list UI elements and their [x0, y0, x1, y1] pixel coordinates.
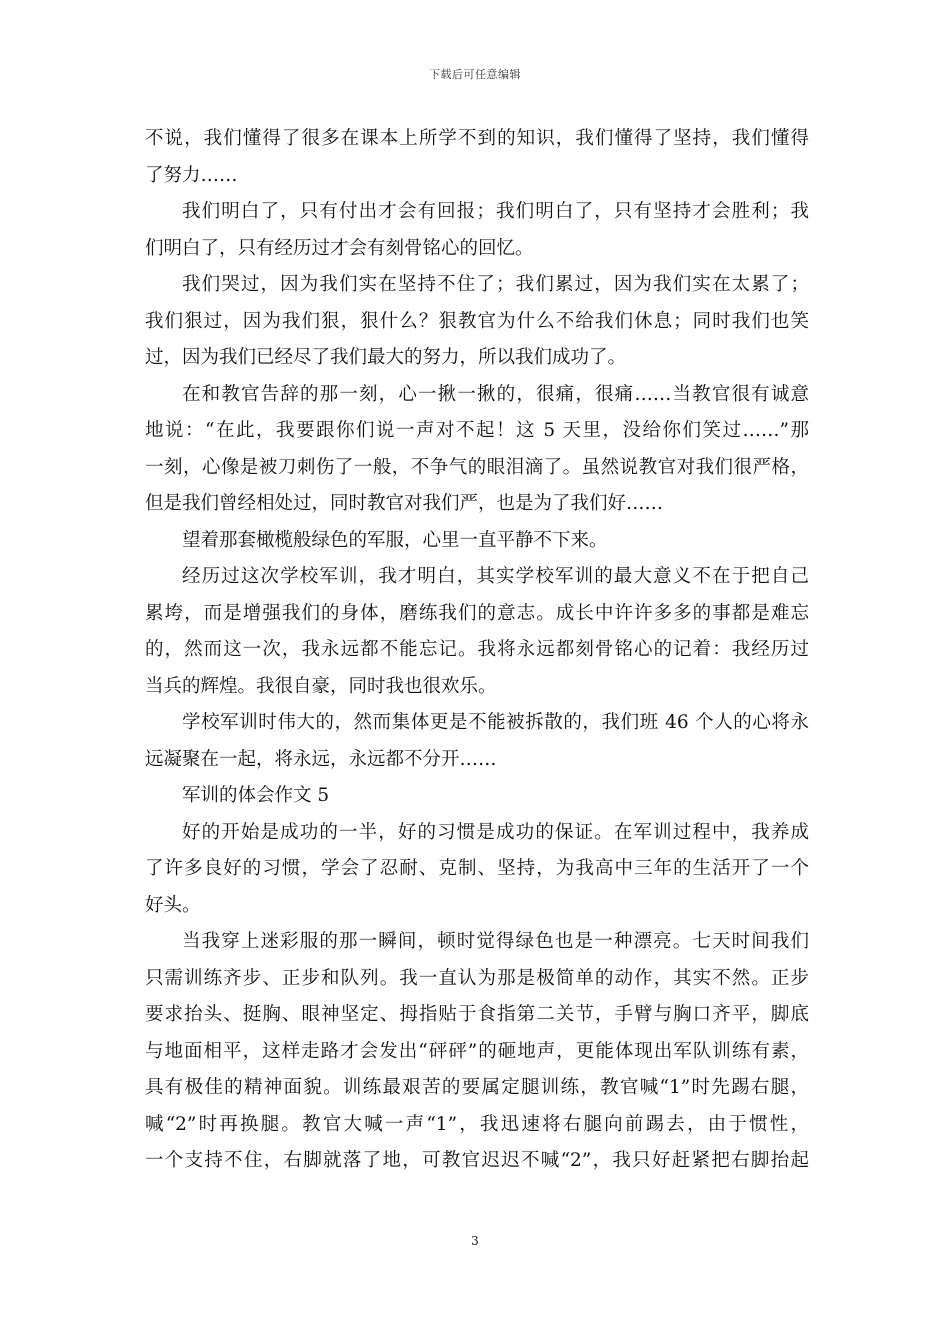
text-line: 不说，我们懂得了很多在课本上所学不到的知识，我们懂得了坚持，我们懂得 — [145, 128, 809, 149]
text-line: 在和教官告辞的那一刻，心一揪一揪的，很痛，很痛……当教官很有诚意 — [182, 383, 809, 405]
text-line: 一个支持不住，右脚就落了地，可教官迟迟不喊“2”，我只好赶紧把右脚抬起 — [145, 1150, 809, 1171]
text-line: 过，因为我们已经尽了我们最大的努力，所以我们成功了。 — [145, 347, 627, 368]
text-line: 远凝聚在一起，将永远，永远都不分开…… — [145, 748, 497, 770]
text-line: 但是我们曾经相处过，同时教官对我们严，也是为了我们好…… — [145, 493, 664, 514]
text-line: 学校军训时伟大的，然而集体更是不能被拆散的，我们班 46 个人的心将永 — [182, 712, 809, 733]
text-line: 地说：“在此，我要跟你们说一声对不起！这 5 天里，没给你们笑过……”那 — [145, 420, 809, 441]
text-line: 喊“2”时再换腿。教官大喊一声“1”，我迅速将右腿向前踢去，由于惯性， — [145, 1113, 809, 1135]
text-line: 我们狠过，因为我们狠，狠什么？狠教官为什么不给我们休息；同时我们也笑 — [145, 310, 809, 332]
text-line: 只需训练齐步、正步和队列。我一直认为那是极简单的动作，其实不然。正步 — [145, 967, 809, 989]
text-line: 了许多良好的习惯，学会了忍耐、克制、坚持，为我高中三年的生活开了一个 — [145, 858, 809, 879]
text-line: 好的开始是成功的一半，好的习惯是成功的保证。在军训过程中，我养成 — [182, 821, 809, 843]
text-line: 们明白了，只有经历过才会有刻骨铭心的回忆。 — [145, 237, 534, 259]
text-line: 具有极佳的精神面貌。训练最艰苦的要属定腿训练，教官喊“1”时先踢右腿， — [145, 1077, 809, 1098]
text-line: 望着那套橄榄般绿色的军服，心里一直平静不下来。 — [182, 529, 608, 551]
text-line: 我们哭过，因为我们实在坚持不住了；我们累过，因为我们实在太累了； — [182, 274, 809, 295]
text-line: 当兵的辉煌。我很自豪，同时我也很欢乐。 — [145, 675, 497, 697]
text-line: 一刻，心像是被刀刺伤了一般，不争气的眼泪滴了。虽然说教官对我们很严格， — [145, 456, 809, 478]
text-line: 我们明白了，只有付出才会有回报；我们明白了，只有坚持才会胜利；我 — [182, 201, 809, 222]
page-header: 下载后可任意编辑 — [429, 68, 521, 81]
section-heading: 军训的体会作文 5 — [182, 785, 330, 806]
text-line: 经历过这次学校军训，我才明白，其实学校军训的最大意义不在于把自己 — [182, 566, 809, 587]
document-body — [145, 124, 809, 1183]
text-line: 当我穿上迷彩服的那一瞬间，顿时觉得绿色也是一种漂亮。七天时间我们 — [182, 931, 809, 952]
text-line: 累垮，而是增强我们的身体，磨练我们的意志。成长中许许多多的事都是难忘 — [145, 602, 809, 624]
text-line: 的，然而这一次，我永远都不能忘记。我将永远都刻骨铭心的记着：我经历过 — [145, 639, 809, 660]
text-line: 了努力…… — [145, 164, 238, 186]
page-number: 3 — [471, 1234, 479, 1248]
text-line: 好头。 — [145, 894, 201, 916]
text-line: 要求抬头、挺胸、眼神坚定、拇指贴于食指第二关节，手臂与胸口齐平，脚底 — [145, 1004, 809, 1025]
text-line: 与地面相平，这样走路才会发出“砰砰”的砸地声，更能体现出军队训练有素， — [145, 1040, 809, 1062]
